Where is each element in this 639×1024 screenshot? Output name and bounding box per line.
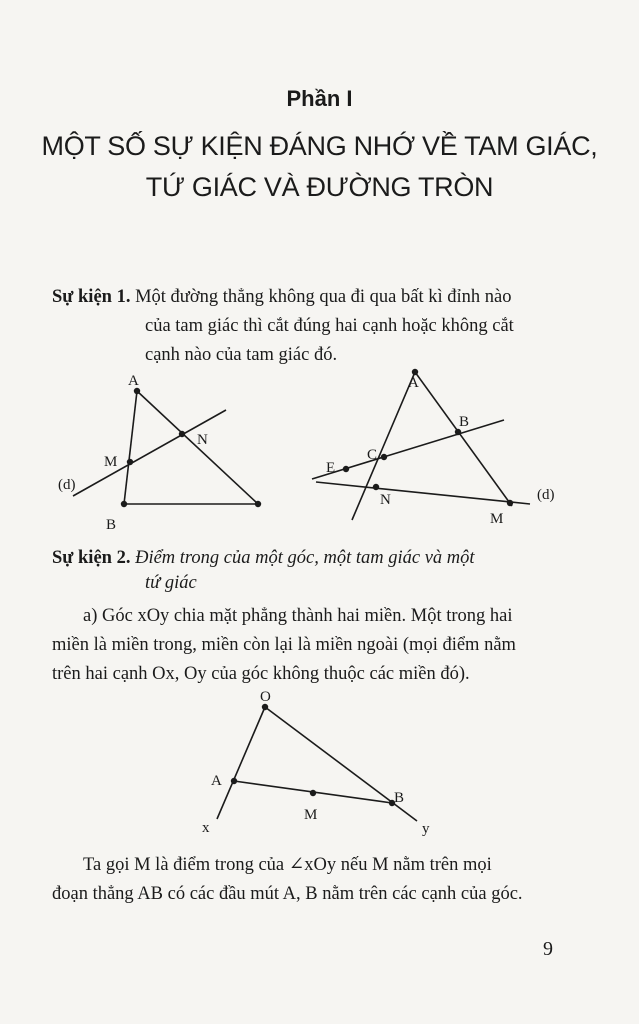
fig3-label-A: A bbox=[211, 773, 222, 789]
conclusion-line-1: Ta gọi M là điểm trong của ∠xOy nếu M nằm trên mọi bbox=[83, 855, 492, 875]
fig3-label-B: B bbox=[394, 790, 405, 806]
fig1-label-B: B bbox=[106, 517, 117, 533]
page-number: 9 bbox=[543, 938, 553, 960]
fig2-side-right bbox=[415, 372, 512, 506]
fig2-point-E bbox=[343, 466, 349, 472]
fig3-label-x: x bbox=[202, 820, 210, 836]
figure1 bbox=[58, 373, 261, 533]
figure-angle-xOy bbox=[180, 685, 440, 845]
fig1-label-d: (d) bbox=[58, 477, 76, 493]
fig2-point-C bbox=[381, 454, 387, 460]
fig2-label-N: N bbox=[380, 492, 391, 508]
fig2-label-A: A bbox=[408, 375, 419, 391]
fig3-label-O: O bbox=[260, 689, 271, 705]
fig2-label-B: B bbox=[459, 414, 470, 430]
figure2 bbox=[312, 369, 555, 527]
fig1-side-AB bbox=[124, 391, 137, 504]
fact1-line-3: cạnh nào của tam giác đó. bbox=[145, 345, 338, 365]
fig2-label-d: (d) bbox=[537, 487, 555, 503]
fig3-label-y: y bbox=[422, 821, 430, 837]
fact2-title-1: Điểm trong của một góc, một tam giác và một bbox=[135, 548, 475, 568]
fig1-point-N bbox=[179, 431, 185, 437]
conclusion-line-2: đoạn thẳng AB có các đầu mút A, B nằm trên các cạnh của góc. bbox=[52, 884, 523, 904]
fig1-point-C bbox=[255, 501, 261, 507]
fact2-line-1 bbox=[52, 544, 475, 572]
chapter-title-line-1: MỘT SỐ SỰ KIỆN ĐÁNG NHỚ VỀ TAM GIÁC, bbox=[41, 131, 598, 161]
fig2-point-M bbox=[507, 500, 513, 506]
fig2-label-C: C bbox=[367, 447, 378, 463]
fig2-upper-line bbox=[312, 420, 504, 479]
fig1-label-N: N bbox=[197, 432, 208, 448]
fig2-label-E: E bbox=[326, 460, 336, 476]
fact2-a-line-2: miền là miền trong, miền còn lại là miền ngoài (mọi điểm nằm bbox=[52, 635, 516, 655]
chapter-title-line-2: TỨ GIÁC VÀ ĐƯỜNG TRÒN bbox=[145, 172, 494, 202]
fig1-label-A: A bbox=[128, 373, 139, 389]
fact1-text-1: Một đường thẳng không qua đi qua bất kì đỉnh nào bbox=[135, 287, 512, 307]
fact1-heading: Sự kiện 1. bbox=[52, 287, 131, 307]
part-label: Phần I bbox=[286, 86, 353, 111]
fig2-point-N bbox=[373, 484, 379, 490]
fig1-point-M bbox=[127, 459, 133, 465]
fact2-a-line-1: a) Góc xOy chia mặt phẳng thành hai miền. Một trong hai bbox=[83, 606, 513, 626]
fact1-line-2: của tam giác thì cắt đúng hai cạnh hoặc không cắt bbox=[145, 316, 514, 336]
fig2-label-M: M bbox=[490, 511, 504, 527]
fig1-point-B bbox=[121, 501, 127, 507]
fig3-ray-Ox bbox=[217, 707, 265, 819]
fact2-a-line-3: trên hai cạnh Ox, Oy của góc không thuộc các miền đó). bbox=[52, 664, 470, 684]
fact1-line-1 bbox=[52, 283, 511, 311]
fig3-point-A bbox=[231, 778, 237, 784]
figure-triangles-line bbox=[0, 360, 639, 540]
fact2-title-2: tứ giác bbox=[145, 573, 197, 593]
fig3-label-M: M bbox=[304, 807, 318, 823]
fact2-heading: Sự kiện 2. bbox=[52, 548, 131, 568]
fig1-label-M: M bbox=[104, 454, 118, 470]
fig3-point-M bbox=[310, 790, 316, 796]
